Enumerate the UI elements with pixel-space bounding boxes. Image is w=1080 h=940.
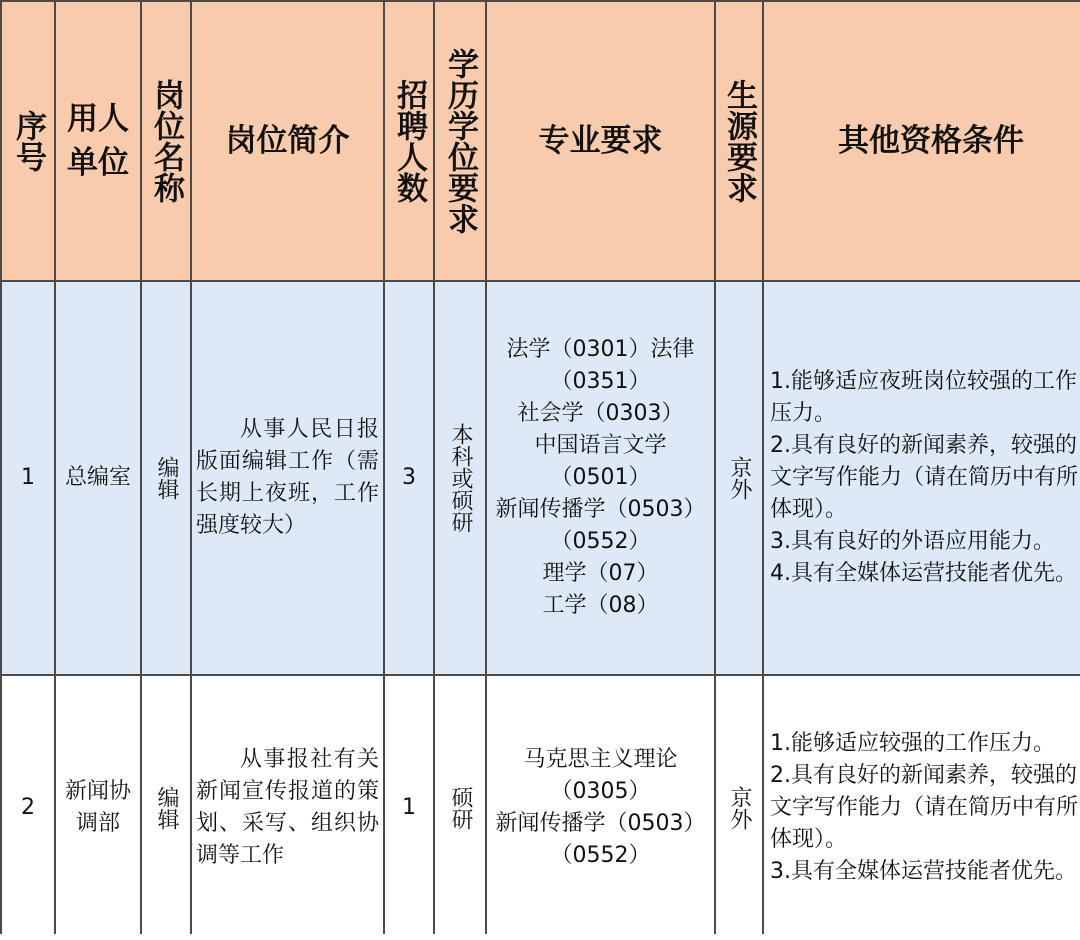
header-unit-line: 用人 xyxy=(67,101,129,137)
row2-unit xyxy=(56,676,140,940)
row1-count xyxy=(385,282,433,674)
row2-position-text: 编辑 xyxy=(154,786,179,830)
row2-origin-text: 京外 xyxy=(727,786,752,830)
row2-degree-text: 硕研 xyxy=(448,786,473,830)
header-position xyxy=(142,2,190,280)
row1-seq xyxy=(2,282,54,674)
row1-degree xyxy=(435,282,485,674)
row2-position xyxy=(142,676,190,940)
row2-unit-text: 新闻协调部 xyxy=(65,779,132,836)
row1-other xyxy=(764,282,1080,674)
header-degree xyxy=(435,2,485,280)
row1-seq-text: 1 xyxy=(21,465,35,490)
row2-count xyxy=(385,676,433,940)
header-major-text: 专业要求 xyxy=(538,123,663,159)
row1-other-list xyxy=(770,366,1080,590)
row2-origin xyxy=(716,676,762,940)
header-intro-text: 岗位简介 xyxy=(225,123,350,159)
row1-majors xyxy=(487,282,714,674)
row1-intro-text: 从事人民日报版面编辑工作（需长期上夜班，工作强度较大） xyxy=(196,417,379,538)
row2-seq xyxy=(2,676,54,940)
condition-item: 2.具有良好的新闻素养，较强的文字写作能力（请在简历中有所体现）。 xyxy=(770,433,1079,522)
row2-intro xyxy=(192,676,383,940)
row1-count-text: 3 xyxy=(402,465,416,490)
header-other-text: 其他资格条件 xyxy=(838,123,1024,159)
major-item: 新闻传播学（0503）（0552） xyxy=(495,811,706,868)
header-other xyxy=(764,2,1080,280)
row1-unit-text: 总编室 xyxy=(64,465,131,490)
row2-seq-text: 2 xyxy=(21,795,35,820)
row2-majors-list xyxy=(493,744,708,872)
header-unit-text xyxy=(67,97,129,185)
row2-majors xyxy=(487,676,714,940)
row2-other xyxy=(764,676,1080,940)
row1-position xyxy=(142,282,190,674)
row1-position-text: 编辑 xyxy=(154,456,179,500)
header-seq xyxy=(2,2,54,280)
header-origin xyxy=(716,2,762,280)
condition-item: 4.具有全媒体运营技能者优先。 xyxy=(770,561,1077,586)
header-position-text: 岗位名称 xyxy=(148,79,184,203)
header-unit-line: 单位 xyxy=(67,145,129,181)
row1-origin-text: 京外 xyxy=(727,456,752,500)
row1-origin xyxy=(716,282,762,674)
header-intro xyxy=(192,2,383,280)
major-item: 工学（08） xyxy=(542,593,659,618)
row1-majors-list xyxy=(493,334,708,622)
major-item: 中国语言文学（0501） xyxy=(534,433,667,490)
header-count-text: 招聘人数 xyxy=(391,79,427,203)
condition-item: 2.具有良好的新闻素养，较强的文字写作能力（请在简历中有所体现）。 xyxy=(770,763,1079,852)
condition-item: 1.能够适应较强的工作压力。 xyxy=(770,731,1055,756)
header-major xyxy=(487,2,714,280)
condition-item: 3.具有全媒体运营技能者优先。 xyxy=(770,859,1077,884)
row1-degree-text: 本科或硕研 xyxy=(448,423,473,533)
major-item: 社会学（0303） xyxy=(517,401,684,426)
condition-item: 1.能够适应夜班岗位较强的工作压力。 xyxy=(770,369,1077,426)
row2-degree xyxy=(435,676,485,940)
header-unit xyxy=(56,2,140,280)
row1-unit xyxy=(56,282,140,674)
row1-intro xyxy=(192,282,383,674)
header-seq-text: 序号 xyxy=(10,110,46,172)
major-item: 法学（0301）法律（0351） xyxy=(506,337,695,394)
major-item: 新闻传播学（0503）（0552） xyxy=(495,497,706,554)
row2-intro-text: 从事报社有关新闻宣传报道的策划、采写、组织协调等工作 xyxy=(196,747,379,868)
major-item: 马克思主义理论（0305） xyxy=(523,747,678,804)
row2-count-text: 1 xyxy=(402,795,416,820)
header-degree-text: 学历学位要求 xyxy=(442,48,478,234)
row2-other-list xyxy=(770,728,1080,888)
major-item: 理学（07） xyxy=(542,561,659,586)
header-origin-text: 生源要求 xyxy=(721,79,757,203)
header-count xyxy=(385,2,433,280)
condition-item: 3.具有良好的外语应用能力。 xyxy=(770,529,1055,554)
